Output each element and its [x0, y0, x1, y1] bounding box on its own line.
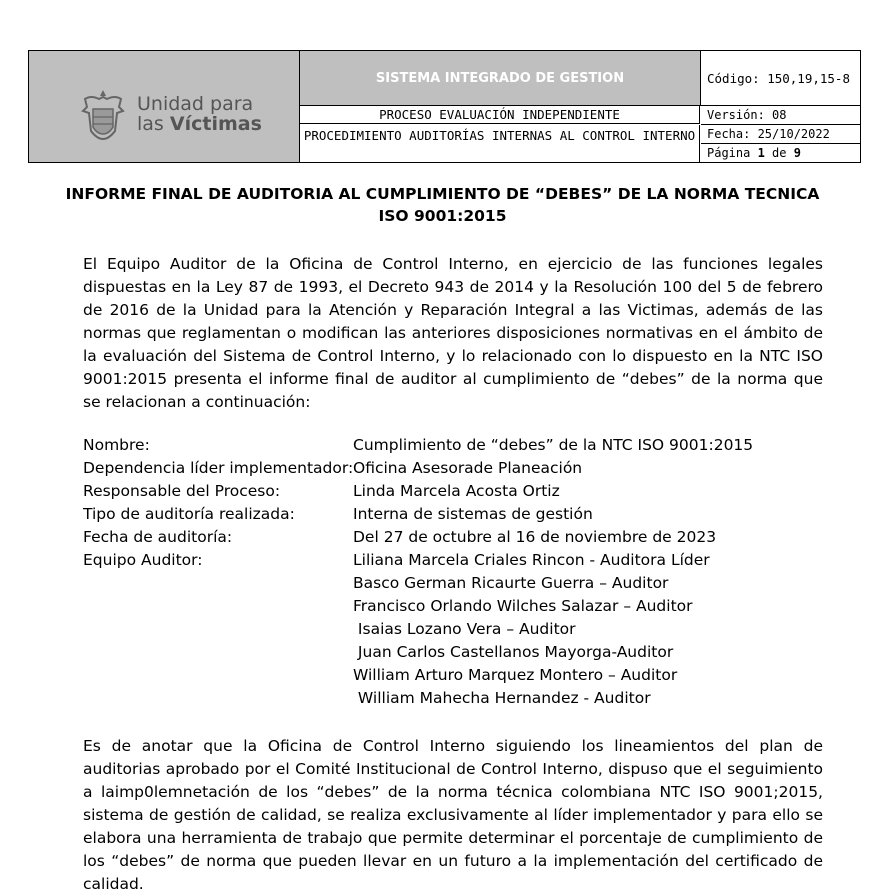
intro-paragraph: El Equipo Auditor de la Oficina de Control Interno, en ejercicio de las funciones legales dispuestas en la Ley 87 de 1993, el Decreto 943 de 2014 y la Resolución 100 del 5 de febrero de 2016 de la Unidad para la Atención y Reparación Integral a las Victimas, además de las normas que reglamentan o modifican las anteriores disposiciones normativas en el ámbito de la evaluación del Sistema de Control Interno, y lo relacionado con lo dispuesto en la NTC ISO 9001:2015 presenta el informe final de auditor al cumplimiento de “debes” de la norma que se relacionan a continuación: — [83, 255, 823, 411]
document-code: Código: 150,19,15-8 — [701, 51, 860, 106]
audit-info-value: Francisco Orlando Wilches Salazar – Auditor — [353, 597, 693, 615]
report-title: INFORME FINAL DE AUDITORIA AL CUMPLIMIENTO DE “DEBES” DE LA NORMA TECNICA ISO 9001:2015 — [65, 185, 820, 225]
audit-info-value: Juan Carlos Castellanos Mayorga-Auditor — [353, 643, 674, 661]
logo-line-1: Unidad para — [137, 93, 254, 115]
audit-info-row — [83, 572, 823, 595]
audit-info-value: Oficina Asesorade Planeación — [353, 459, 583, 477]
audit-info-value: Liliana Marcela Criales Rincon - Auditora Líder — [353, 551, 710, 569]
coat-of-arms-icon — [77, 87, 129, 141]
audit-info-row — [83, 641, 823, 664]
document-version: Versión: 08 — [701, 106, 860, 125]
document-date: Fecha: 25/10/2022 — [701, 125, 860, 144]
audit-info-label: Dependencia líder implementador: — [83, 459, 354, 477]
audit-info-row — [83, 595, 823, 618]
audit-info-label: Fecha de auditoría: — [83, 528, 233, 546]
audit-info-row — [83, 526, 823, 549]
audit-info-value: Interna de sistemas de gestión — [353, 505, 593, 523]
audit-info-row — [83, 480, 823, 503]
procedure-name: PROCEDIMIENTO AUDITORÍAS INTERNAS AL CONTROL INTERNO — [300, 125, 700, 162]
audit-info-label: Nombre: — [83, 436, 150, 454]
audit-info-label: Responsable del Proceso: — [83, 482, 281, 500]
document-header — [28, 50, 861, 163]
audit-info-value: Linda Marcela Acosta Ortiz — [353, 482, 560, 500]
audit-info-value: Del 27 de octubre al 16 de noviembre de 2023 — [353, 528, 717, 546]
audit-info-list — [83, 434, 823, 710]
audit-info-row — [83, 457, 823, 480]
logo-cell — [29, 51, 300, 162]
audit-info-row — [83, 503, 823, 526]
audit-info-row — [83, 618, 823, 641]
audit-info-label: Equipo Auditor: — [83, 551, 203, 569]
audit-info-value: Basco German Ricaurte Guerra – Auditor — [353, 574, 669, 592]
audit-info-value: Isaias Lozano Vera – Auditor — [353, 620, 576, 638]
audit-info-value: William Mahecha Hernandez - Auditor — [353, 689, 651, 707]
closing-paragraph: Es de anotar que la Oficina de Control Interno siguiendo los lineamientos del plan de auditorias aprobado por el Comité Institucional de Control Interno, dispuso que el seguimiento a laimp0lemnetación de los “debes” de la norma técnica colombiana NTC ISO 9001;2015, sistema de gestión de calidad, se realiza exclusivamente al líder implementador y para ello se elabora una herramienta de trabajo que permite determinar el porcentaje de cumplimiento de los “debes” de norma que pueden llevar en un futuro a la implementación del certificado de calidad. — [83, 737, 823, 893]
system-title: SISTEMA INTEGRADO DE GESTION — [300, 51, 701, 106]
audit-info-row — [83, 549, 823, 572]
logo-line-2: las Víctimas — [137, 113, 262, 135]
audit-info-row — [83, 434, 823, 457]
process-name: PROCESO EVALUACIÓN INDEPENDIENTE — [300, 106, 700, 124]
audit-info-label: Tipo de auditoría realizada: — [83, 505, 295, 523]
audit-info-value: William Arturo Marquez Montero – Auditor — [353, 666, 678, 684]
audit-info-row — [83, 687, 823, 710]
audit-info-row — [83, 664, 823, 687]
logo-text — [137, 94, 262, 134]
audit-info-value: Cumplimiento de “debes” de la NTC ISO 9001:2015 — [353, 436, 754, 454]
page-number: Página 1 de 9 — [707, 146, 801, 160]
